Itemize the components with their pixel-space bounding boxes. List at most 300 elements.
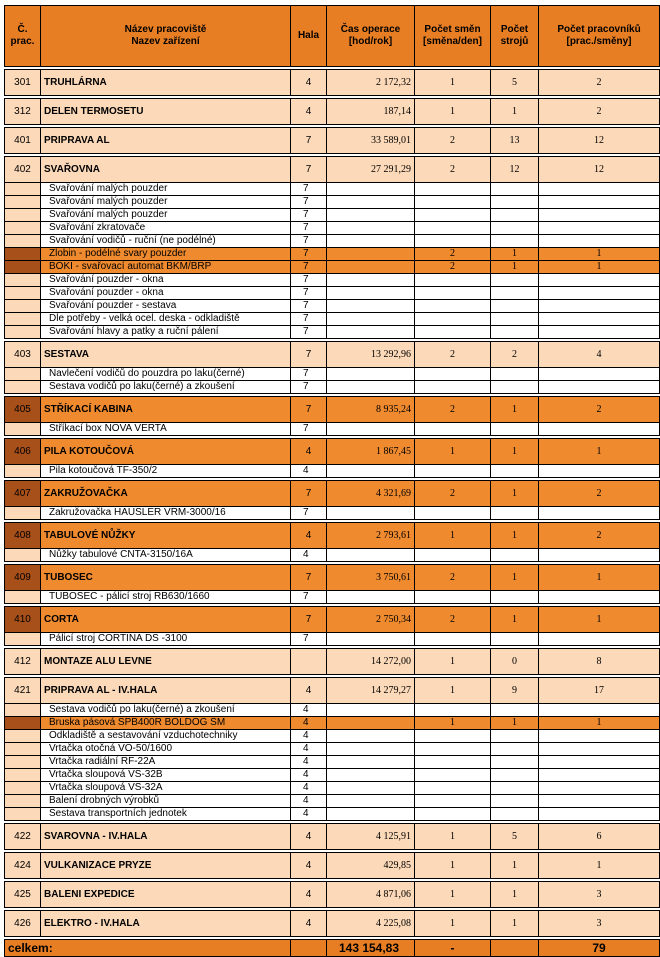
- workplace-number: 402: [5, 157, 41, 183]
- equipment-workers: [539, 591, 660, 604]
- shift-count: 1: [415, 523, 491, 549]
- equipment-hala: 7: [291, 287, 327, 300]
- equipment-operation-time: [327, 183, 415, 196]
- workplace-row: [5, 397, 660, 423]
- operation-time: 4 225,08: [327, 911, 415, 937]
- operation-time: 187,14: [327, 99, 415, 125]
- equipment-shifts: [415, 313, 491, 326]
- equipment-row: [5, 507, 660, 520]
- table-header-row: [5, 6, 660, 67]
- workplace-name: TUBOSEC: [41, 565, 291, 591]
- equipment-workers: [539, 368, 660, 381]
- worker-count: 1: [539, 565, 660, 591]
- equipment-row: [5, 743, 660, 756]
- equipment-operation-time: [327, 795, 415, 808]
- shift-count: 2: [415, 342, 491, 368]
- shift-count: 1: [415, 853, 491, 879]
- machine-count: 0: [491, 649, 539, 675]
- total-shifts: -: [415, 940, 491, 957]
- workplace-hala: 7: [291, 128, 327, 154]
- equipment-machines: [491, 300, 539, 313]
- equipment-machines: [491, 782, 539, 795]
- workplace-hala: 4: [291, 99, 327, 125]
- equipment-number-cell: [5, 423, 41, 436]
- equipment-name: Stříkací box NOVA VERTA: [41, 423, 291, 436]
- equipment-name: Navlečení vodičů do pouzdra po laku(černé): [41, 368, 291, 381]
- equipment-shifts: [415, 222, 491, 235]
- worker-count: 2: [539, 70, 660, 96]
- equipment-number-cell: [5, 196, 41, 209]
- equipment-number-cell: [5, 326, 41, 339]
- equipment-number-cell: [5, 274, 41, 287]
- equipment-operation-time: [327, 704, 415, 717]
- equipment-machines: [491, 423, 539, 436]
- workplace-number: 301: [5, 70, 41, 96]
- workplace-row: [5, 70, 660, 96]
- workplace-name: CORTA: [41, 607, 291, 633]
- equipment-name: Svařování zkratovače: [41, 222, 291, 235]
- shift-count: 2: [415, 157, 491, 183]
- equipment-operation-time: [327, 756, 415, 769]
- equipment-machines: [491, 704, 539, 717]
- workplace-name: MONTAZE ALU LEVNE: [41, 649, 291, 675]
- equipment-operation-time: [327, 730, 415, 743]
- equipment-row: [5, 769, 660, 782]
- equipment-operation-time: [327, 465, 415, 478]
- equipment-number-cell: [5, 209, 41, 222]
- equipment-number-cell: [5, 769, 41, 782]
- equipment-machines: [491, 507, 539, 520]
- equipment-row: [5, 274, 660, 287]
- equipment-machines: [491, 235, 539, 248]
- operation-time: 14 279,27: [327, 678, 415, 704]
- workplace-hala: 4: [291, 70, 327, 96]
- workplace-name: SESTAVA: [41, 342, 291, 368]
- workplace-hala: 7: [291, 397, 327, 423]
- equipment-shifts: [415, 300, 491, 313]
- equipment-hala: 7: [291, 235, 327, 248]
- workplace-row: [5, 607, 660, 633]
- equipment-name: Odkladiště a sestavování vzduchotechniky: [41, 730, 291, 743]
- equipment-shifts: [415, 326, 491, 339]
- equipment-operation-time: [327, 507, 415, 520]
- header-shifts: Počet směn [směna/den]: [415, 6, 491, 67]
- equipment-shifts: [415, 795, 491, 808]
- operation-time: 429,85: [327, 853, 415, 879]
- equipment-workers: [539, 549, 660, 562]
- equipment-number-cell: [5, 795, 41, 808]
- equipment-name: Pila kotoučová TF-350/2: [41, 465, 291, 478]
- equipment-shifts: [415, 704, 491, 717]
- workplace-name: BALENI EXPEDICE: [41, 882, 291, 908]
- workplace-number: 312: [5, 99, 41, 125]
- shift-count: 1: [415, 439, 491, 465]
- equipment-hala: 7: [291, 248, 327, 261]
- workplace-number: 421: [5, 678, 41, 704]
- workplace-row: [5, 853, 660, 879]
- equipment-shifts: [415, 756, 491, 769]
- equipment-operation-time: [327, 381, 415, 394]
- equipment-machines: [491, 274, 539, 287]
- equipment-row: [5, 591, 660, 604]
- header-operation-time: Čas operace [hod/rok]: [327, 6, 415, 67]
- machine-count: 1: [491, 853, 539, 879]
- equipment-name: Svařování pouzder - sestava: [41, 300, 291, 313]
- workplace-name: PRIPRAVA AL: [41, 128, 291, 154]
- workplace-row: [5, 911, 660, 937]
- equipment-name: Vrtačka otočná VO-50/1600: [41, 743, 291, 756]
- equipment-number-cell: [5, 287, 41, 300]
- equipment-hala: 4: [291, 704, 327, 717]
- equipment-row: [5, 235, 660, 248]
- equipment-shifts: [415, 465, 491, 478]
- workplace-name: SVAŘOVNA: [41, 157, 291, 183]
- equipment-workers: [539, 756, 660, 769]
- total-label: celkem:: [5, 940, 291, 957]
- equipment-name: Nůžky tabulové CNTA-3150/16A: [41, 549, 291, 562]
- machine-count: 13: [491, 128, 539, 154]
- equipment-machines: [491, 465, 539, 478]
- equipment-row: [5, 717, 660, 730]
- workplace-hala: 4: [291, 439, 327, 465]
- total-operation-time: 143 154,83: [327, 940, 415, 957]
- equipment-shifts: [415, 591, 491, 604]
- equipment-row: [5, 756, 660, 769]
- workplace-name: ZAKRUŽOVAČKA: [41, 481, 291, 507]
- worker-count: 3: [539, 882, 660, 908]
- equipment-number-cell: [5, 222, 41, 235]
- equipment-row: [5, 704, 660, 717]
- workplace-hala: 7: [291, 565, 327, 591]
- equipment-machines: 1: [491, 717, 539, 730]
- equipment-shifts: [415, 235, 491, 248]
- workplace-number: 408: [5, 523, 41, 549]
- shift-count: 1: [415, 99, 491, 125]
- workplace-hala: 7: [291, 157, 327, 183]
- equipment-machines: [491, 196, 539, 209]
- workplace-row: [5, 678, 660, 704]
- equipment-shifts: [415, 368, 491, 381]
- workplace-hala: 4: [291, 523, 327, 549]
- operation-time: 4 125,91: [327, 824, 415, 850]
- operation-time: 1 867,45: [327, 439, 415, 465]
- shift-count: 2: [415, 397, 491, 423]
- equipment-workers: [539, 235, 660, 248]
- workplace-number: 424: [5, 853, 41, 879]
- workplace-row: [5, 824, 660, 850]
- equipment-shifts: [415, 507, 491, 520]
- equipment-shifts: [415, 381, 491, 394]
- workplace-row: [5, 342, 660, 368]
- equipment-name: Dle potřeby - velká ocel. deska - odkladiště: [41, 313, 291, 326]
- workplace-hala: [291, 649, 327, 675]
- equipment-machines: [491, 381, 539, 394]
- operation-time: 13 292,96: [327, 342, 415, 368]
- operation-time: 2 172,32: [327, 70, 415, 96]
- equipment-row: [5, 209, 660, 222]
- equipment-shifts: [415, 287, 491, 300]
- equipment-number-cell: [5, 549, 41, 562]
- equipment-workers: [539, 423, 660, 436]
- equipment-workers: 1: [539, 248, 660, 261]
- equipment-number-cell: [5, 507, 41, 520]
- equipment-number-cell: [5, 261, 41, 274]
- equipment-operation-time: [327, 313, 415, 326]
- equipment-hala: 7: [291, 368, 327, 381]
- workplace-row: [5, 649, 660, 675]
- equipment-name: TUBOSEC - pálicí stroj RB630/1660: [41, 591, 291, 604]
- equipment-number-cell: [5, 368, 41, 381]
- equipment-number-cell: [5, 591, 41, 604]
- shift-count: 2: [415, 128, 491, 154]
- machine-count: 1: [491, 911, 539, 937]
- equipment-name: Pálicí stroj CORTINA DS -3100: [41, 633, 291, 646]
- shift-count: 1: [415, 882, 491, 908]
- workplace-hala: 4: [291, 911, 327, 937]
- equipment-hala: 7: [291, 633, 327, 646]
- equipment-workers: [539, 507, 660, 520]
- equipment-name: Sestava vodičů po laku(černé) a zkoušení: [41, 381, 291, 394]
- equipment-operation-time: [327, 549, 415, 562]
- worker-count: 6: [539, 824, 660, 850]
- equipment-machines: [491, 368, 539, 381]
- header-name: Název pracoviště Nazev zařízení: [41, 6, 291, 67]
- workplace-name: PRIPRAVA AL - IV.HALA: [41, 678, 291, 704]
- equipment-row: [5, 261, 660, 274]
- workplace-number: 422: [5, 824, 41, 850]
- workplace-row: [5, 565, 660, 591]
- equipment-workers: [539, 743, 660, 756]
- workplace-hala: 4: [291, 678, 327, 704]
- equipment-operation-time: [327, 633, 415, 646]
- workplace-name: DELEN TERMOSETU: [41, 99, 291, 125]
- workplace-row: [5, 481, 660, 507]
- total-row: [5, 940, 660, 957]
- equipment-name: Svařování malých pouzder: [41, 209, 291, 222]
- equipment-workers: [539, 730, 660, 743]
- equipment-workers: [539, 381, 660, 394]
- workplace-row: [5, 157, 660, 183]
- equipment-machines: [491, 183, 539, 196]
- machine-count: 1: [491, 882, 539, 908]
- equipment-shifts: 2: [415, 261, 491, 274]
- equipment-name: Svařování malých pouzder: [41, 196, 291, 209]
- machine-count: 1: [491, 565, 539, 591]
- equipment-hala: 4: [291, 465, 327, 478]
- equipment-shifts: [415, 633, 491, 646]
- equipment-machines: [491, 591, 539, 604]
- equipment-hala: 7: [291, 196, 327, 209]
- equipment-row: [5, 465, 660, 478]
- workplace-name: PILA KOTOUČOVÁ: [41, 439, 291, 465]
- equipment-name: Sestava vodičů po laku(černé) a zkoušení: [41, 704, 291, 717]
- equipment-operation-time: [327, 368, 415, 381]
- workplace-hala: 7: [291, 342, 327, 368]
- workplace-table: [4, 5, 660, 957]
- workplace-number: 426: [5, 911, 41, 937]
- workplace-name: STŘÍKACÍ KABINA: [41, 397, 291, 423]
- equipment-number-cell: [5, 183, 41, 196]
- workplace-number: 425: [5, 882, 41, 908]
- workplace-name: VULKANIZACE PRYZE: [41, 853, 291, 879]
- equipment-name: Sestava transportních jednotek: [41, 808, 291, 821]
- shift-count: 2: [415, 481, 491, 507]
- workplace-number: 403: [5, 342, 41, 368]
- workplace-row: [5, 99, 660, 125]
- equipment-workers: [539, 196, 660, 209]
- equipment-shifts: [415, 209, 491, 222]
- equipment-number-cell: [5, 782, 41, 795]
- machine-count: 2: [491, 342, 539, 368]
- equipment-shifts: [415, 274, 491, 287]
- equipment-workers: 1: [539, 717, 660, 730]
- equipment-machines: [491, 808, 539, 821]
- equipment-workers: [539, 209, 660, 222]
- equipment-number-cell: [5, 717, 41, 730]
- equipment-name: BOKI - svařovací automat BKM/BRP: [41, 261, 291, 274]
- equipment-shifts: [415, 423, 491, 436]
- equipment-row: [5, 222, 660, 235]
- machine-count: 1: [491, 99, 539, 125]
- equipment-name: Svařování pouzder - okna: [41, 287, 291, 300]
- shift-count: 1: [415, 649, 491, 675]
- equipment-workers: [539, 287, 660, 300]
- equipment-name: Vrtačka radiální RF-22A: [41, 756, 291, 769]
- equipment-machines: [491, 795, 539, 808]
- equipment-workers: 1: [539, 261, 660, 274]
- equipment-name: Svařování hlavy a patky a ruční pálení: [41, 326, 291, 339]
- equipment-workers: [539, 795, 660, 808]
- equipment-hala: 4: [291, 795, 327, 808]
- workplace-hala: 4: [291, 824, 327, 850]
- equipment-workers: [539, 704, 660, 717]
- equipment-machines: [491, 769, 539, 782]
- machine-count: 5: [491, 824, 539, 850]
- operation-time: 8 935,24: [327, 397, 415, 423]
- equipment-operation-time: [327, 209, 415, 222]
- workplace-hala: 4: [291, 882, 327, 908]
- worker-count: 8: [539, 649, 660, 675]
- worker-count: 3: [539, 911, 660, 937]
- operation-time: 3 750,61: [327, 565, 415, 591]
- equipment-number-cell: [5, 704, 41, 717]
- workplace-row: [5, 523, 660, 549]
- equipment-row: [5, 248, 660, 261]
- equipment-name: Vrtačka sloupová VS-32B: [41, 769, 291, 782]
- shift-count: 2: [415, 607, 491, 633]
- equipment-row: [5, 196, 660, 209]
- equipment-machines: [491, 287, 539, 300]
- equipment-hala: 7: [291, 313, 327, 326]
- equipment-machines: [491, 549, 539, 562]
- equipment-workers: [539, 808, 660, 821]
- equipment-name: Vrtačka sloupová VS-32A: [41, 782, 291, 795]
- equipment-row: [5, 300, 660, 313]
- shift-count: 1: [415, 70, 491, 96]
- equipment-number-cell: [5, 633, 41, 646]
- workplace-row: [5, 128, 660, 154]
- workplace-number: 410: [5, 607, 41, 633]
- worker-count: 1: [539, 853, 660, 879]
- operation-time: 27 291,29: [327, 157, 415, 183]
- equipment-workers: [539, 326, 660, 339]
- equipment-shifts: 2: [415, 248, 491, 261]
- total-machines: [491, 940, 539, 957]
- equipment-shifts: [415, 769, 491, 782]
- equipment-shifts: [415, 196, 491, 209]
- equipment-row: [5, 287, 660, 300]
- equipment-hala: 7: [291, 222, 327, 235]
- equipment-row: [5, 549, 660, 562]
- equipment-operation-time: [327, 423, 415, 436]
- equipment-machines: 1: [491, 261, 539, 274]
- header-machines: Počet strojů: [491, 6, 539, 67]
- equipment-operation-time: [327, 274, 415, 287]
- workplace-hala: 7: [291, 481, 327, 507]
- machine-count: 9: [491, 678, 539, 704]
- worker-count: 12: [539, 157, 660, 183]
- operation-time: 4 871,06: [327, 882, 415, 908]
- total-workers: 79: [539, 940, 660, 957]
- machine-count: 1: [491, 481, 539, 507]
- equipment-operation-time: [327, 261, 415, 274]
- equipment-number-cell: [5, 235, 41, 248]
- equipment-row: [5, 808, 660, 821]
- machine-count: 12: [491, 157, 539, 183]
- operation-time: 2 750,34: [327, 607, 415, 633]
- equipment-operation-time: [327, 196, 415, 209]
- header-workers: Počet pracovníků [prac./směny]: [539, 6, 660, 67]
- equipment-machines: [491, 326, 539, 339]
- equipment-operation-time: [327, 743, 415, 756]
- equipment-number-cell: [5, 743, 41, 756]
- operation-time: 2 793,61: [327, 523, 415, 549]
- equipment-number-cell: [5, 313, 41, 326]
- workplace-number: 409: [5, 565, 41, 591]
- equipment-hala: 7: [291, 183, 327, 196]
- equipment-workers: [539, 769, 660, 782]
- shift-count: 1: [415, 678, 491, 704]
- worker-count: 4: [539, 342, 660, 368]
- worker-count: 2: [539, 397, 660, 423]
- equipment-shifts: [415, 808, 491, 821]
- equipment-name: Balení drobných výrobků: [41, 795, 291, 808]
- equipment-machines: [491, 209, 539, 222]
- equipment-hala: 4: [291, 782, 327, 795]
- equipment-name: Svařování pouzder - okna: [41, 274, 291, 287]
- machine-count: 1: [491, 523, 539, 549]
- equipment-operation-time: [327, 248, 415, 261]
- equipment-operation-time: [327, 717, 415, 730]
- equipment-shifts: [415, 743, 491, 756]
- equipment-machines: [491, 633, 539, 646]
- equipment-number-cell: [5, 381, 41, 394]
- equipment-name: Bruska pásová SPB400R BOLDOG SM: [41, 717, 291, 730]
- equipment-name: Svařování malých pouzder: [41, 183, 291, 196]
- workplace-number: 405: [5, 397, 41, 423]
- equipment-hala: 7: [291, 300, 327, 313]
- equipment-hala: 7: [291, 261, 327, 274]
- workplace-number: 407: [5, 481, 41, 507]
- equipment-hala: 4: [291, 743, 327, 756]
- equipment-shifts: 1: [415, 717, 491, 730]
- workplace-name: TABULOVÉ NŮŽKY: [41, 523, 291, 549]
- worker-count: 2: [539, 481, 660, 507]
- equipment-number-cell: [5, 248, 41, 261]
- equipment-hala: 7: [291, 507, 327, 520]
- equipment-hala: 7: [291, 423, 327, 436]
- equipment-name: Svařování vodičů - ruční (ne podélné): [41, 235, 291, 248]
